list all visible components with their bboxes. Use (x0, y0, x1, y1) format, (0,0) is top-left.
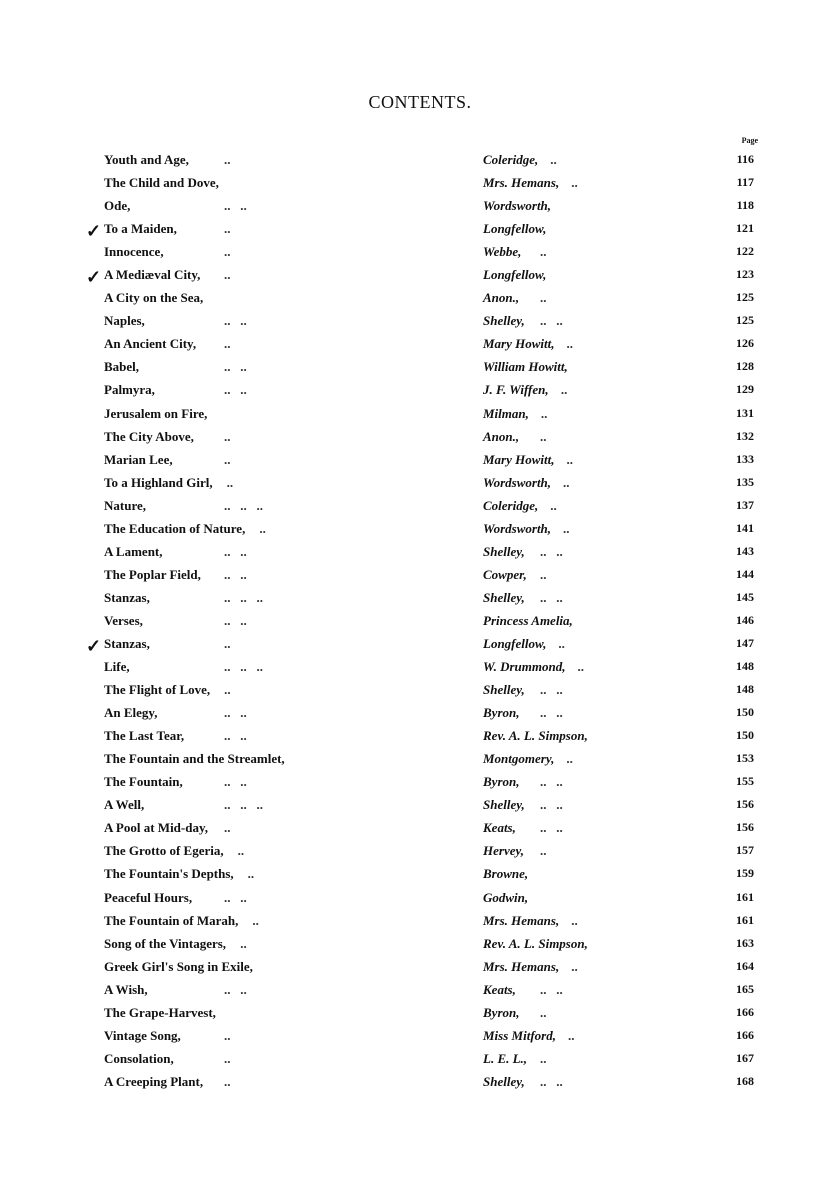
author-leader-dots: .. .. (540, 682, 563, 698)
entry-title: To a Maiden, (104, 221, 177, 237)
author-leader-dots: .. (563, 520, 570, 536)
entry-author: Byron, (483, 1004, 520, 1020)
entry-author: Cowper, (483, 566, 527, 582)
entry-title: Palmyra, (104, 382, 155, 398)
entry-title: A City on the Sea, (104, 290, 204, 306)
entry-page-number: 156 (736, 797, 754, 812)
toc-entry (0, 911, 840, 934)
title-leader-dots: .. (237, 843, 245, 859)
title-leader-dots: .. .. (224, 705, 247, 721)
author-leader-dots: .. (558, 635, 565, 651)
entry-title: A Lament, (104, 543, 163, 559)
entry-page-number: 121 (736, 221, 754, 236)
toc-entry (0, 173, 840, 196)
entry-page-number: 159 (736, 866, 754, 881)
title-leader-dots: .. .. .. (224, 497, 263, 513)
author-leader-dots: .. (540, 244, 547, 260)
author-leader-dots: .. (566, 451, 573, 467)
title-leader-dots: .. .. (224, 198, 247, 214)
entry-author: Wordsworth, (483, 198, 552, 214)
toc-entry (0, 980, 840, 1003)
author-leader-dots: .. (571, 175, 578, 191)
toc-entry (0, 334, 840, 357)
contents-list (0, 150, 840, 1095)
title-leader-dots: .. (224, 1073, 231, 1089)
toc-entry (0, 957, 840, 980)
toc-entry (0, 680, 840, 703)
entry-page-number: 150 (736, 728, 754, 743)
entry-author: Coleridge, (483, 152, 539, 167)
entry-title: The Last Tear, (104, 728, 185, 744)
checkmark-icon: ✓ (86, 635, 102, 656)
toc-entry (0, 404, 840, 427)
title-leader-dots: .. .. (224, 359, 247, 375)
title-leader-dots: .. .. (224, 774, 247, 790)
author-leader-dots: .. .. (540, 797, 563, 813)
entry-page-number: 122 (736, 244, 754, 259)
entry-title: Vintage Song, (104, 1027, 181, 1043)
entry-title: A Creeping Plant, (104, 1073, 204, 1089)
entry-author: Montgomery, (483, 751, 555, 767)
toc-entry (0, 473, 840, 496)
author-leader-dots: .. (560, 382, 568, 398)
title-leader-dots: .. (259, 520, 266, 536)
author-leader-dots: .. .. (540, 981, 563, 997)
entry-title: A Well, (104, 797, 145, 813)
entry-title: The Grape-Harvest, (104, 1004, 216, 1020)
checkmark-icon: ✓ (86, 221, 102, 242)
entry-title: Babel, (104, 359, 140, 375)
toc-entry (0, 496, 840, 519)
entry-page-number: 125 (736, 313, 754, 328)
entry-author: Shelley, (483, 313, 525, 329)
entry-author: Byron, (483, 774, 520, 790)
entry-author: W. Drummond, (483, 659, 566, 675)
entry-page-number: 123 (736, 267, 754, 282)
entry-author: Mary Howitt, (483, 451, 555, 467)
entry-page-number: 153 (736, 751, 754, 766)
toc-entry (0, 726, 840, 749)
entry-page-number: 131 (736, 405, 754, 420)
entry-page-number: 144 (736, 566, 754, 581)
entry-author: Shelley, (483, 797, 525, 813)
entry-author: Longfellow, (483, 635, 547, 651)
entry-title: A Pool at Mid-day, (104, 820, 209, 836)
author-leader-dots: .. (540, 290, 547, 306)
entry-page-number: 147 (736, 635, 754, 650)
toc-entry (0, 703, 840, 726)
title-leader-dots: .. (226, 474, 234, 490)
entry-page-number: 143 (736, 543, 754, 558)
entry-author: Shelley, (483, 543, 525, 559)
title-leader-dots: .. (224, 221, 231, 237)
title-leader-dots: .. .. (224, 981, 247, 997)
title-leader-dots: .. (224, 428, 231, 444)
entry-author: Wordsworth, (483, 474, 552, 490)
toc-entry (0, 795, 840, 818)
entry-page-number: 148 (736, 659, 754, 674)
entry-author: Shelley, (483, 682, 525, 698)
title-leader-dots: .. (224, 1027, 231, 1043)
title-leader-dots: .. .. (224, 728, 247, 744)
entry-title: The Fountain of Marah, (104, 912, 239, 928)
entry-author: Godwin, (483, 889, 529, 905)
toc-entry (0, 588, 840, 611)
entry-author: Mrs. Hemans, (483, 912, 560, 928)
toc-entry (0, 311, 840, 334)
author-leader-dots: .. .. (540, 589, 563, 605)
entry-page-number: 129 (736, 382, 754, 397)
author-leader-dots: .. .. (540, 1073, 563, 1089)
entry-title: Life, (104, 659, 130, 675)
page-title: CONTENTS. (368, 92, 472, 112)
title-leader-dots: .. (247, 866, 255, 882)
entry-author: Mrs. Hemans, (483, 175, 560, 191)
entry-author: Mary Howitt, (483, 336, 555, 352)
entry-title: The Fountain and the Streamlet, (104, 751, 285, 767)
entry-title: A Wish, (104, 981, 148, 997)
entry-page-number: 165 (736, 981, 754, 996)
entry-page-number: 132 (736, 428, 754, 443)
entry-author: William Howitt, (483, 359, 568, 375)
author-leader-dots: .. (550, 497, 557, 513)
entry-page-number: 161 (736, 889, 754, 904)
entry-title: To a Highland Girl, (104, 474, 213, 490)
entry-page-number: 145 (736, 589, 754, 604)
author-leader-dots: .. (550, 152, 557, 167)
entry-author: Shelley, (483, 589, 525, 605)
author-leader-dots: .. (571, 958, 578, 974)
entry-author: Anon., (483, 428, 520, 444)
entry-title: The Grotto of Egeria, (104, 843, 224, 859)
toc-entry (0, 265, 840, 288)
author-leader-dots: .. (540, 428, 547, 444)
entry-page-number: 125 (736, 290, 754, 305)
entry-page-number: 168 (736, 1073, 754, 1088)
entry-page-number: 116 (736, 152, 754, 166)
entry-title: Jerusalem on Fire, (104, 405, 208, 421)
entry-author: Princess Amelia, (483, 612, 573, 628)
entry-page-number: 126 (736, 336, 754, 351)
entry-page-number: 161 (736, 912, 754, 927)
entry-author: Coleridge, (483, 497, 539, 513)
author-leader-dots: .. (567, 1027, 575, 1043)
entry-author: Longfellow, (483, 221, 547, 237)
entry-page-number: 155 (736, 774, 754, 789)
title-leader-dots: .. .. (224, 566, 247, 582)
title-leader-dots: .. (224, 152, 231, 167)
toc-entry (0, 542, 840, 565)
toc-entry (0, 611, 840, 634)
toc-entry (0, 450, 840, 473)
toc-entry (0, 427, 840, 450)
title-leader-dots: .. (224, 635, 231, 651)
toc-entry (0, 934, 840, 957)
entry-author: Browne, (483, 866, 529, 882)
entry-title: Song of the Vintagers, (104, 935, 227, 951)
entry-title: A Mediæval City, (104, 267, 201, 283)
entry-author: J. F. Wiffen, (483, 382, 549, 398)
entry-author: Anon., (483, 290, 520, 306)
title-leader-dots: .. (224, 267, 231, 283)
entry-page-number: 148 (736, 682, 754, 697)
author-leader-dots: .. .. (540, 313, 563, 329)
title-leader-dots: .. (252, 912, 259, 928)
toc-entry (0, 1026, 840, 1049)
toc-entry (0, 864, 840, 887)
entry-author: Rev. A. L. Simpson, (483, 935, 588, 951)
entry-page-number: 167 (736, 1050, 754, 1065)
toc-entry (0, 565, 840, 588)
author-leader-dots: .. (566, 751, 573, 767)
entry-page-number: 150 (736, 705, 754, 720)
toc-entry (0, 288, 840, 311)
entry-author: Rev. A. L. Simpson, (483, 728, 588, 744)
toc-entry (0, 242, 840, 265)
toc-entry (0, 772, 840, 795)
entry-title: Consolation, (104, 1050, 174, 1066)
entry-title: The Child and Dove, (104, 175, 219, 191)
toc-entry (0, 380, 840, 403)
toc-entry (0, 657, 840, 680)
toc-entry (0, 150, 840, 173)
title-leader-dots: .. .. (224, 313, 247, 329)
checkmark-icon: ✓ (86, 267, 102, 288)
entry-page-number: 133 (736, 451, 754, 466)
author-leader-dots: .. .. (540, 543, 563, 559)
entry-page-number: 166 (736, 1004, 754, 1019)
entry-author: Milman, (483, 405, 529, 421)
entry-title: The Fountain's Depths, (104, 866, 234, 882)
entry-title: The Education of Nature, (104, 520, 246, 536)
entry-page-number: 157 (736, 843, 754, 858)
entry-page-number: 117 (736, 175, 754, 190)
entry-author: L. E. L., (483, 1050, 528, 1066)
title-leader-dots: .. (224, 451, 231, 467)
toc-entry (0, 818, 840, 841)
toc-entry (0, 519, 840, 542)
author-leader-dots: .. .. (540, 705, 563, 721)
author-leader-dots: .. .. (540, 774, 563, 790)
title-leader-dots: .. (224, 820, 231, 836)
page-column-header: Page (741, 136, 758, 145)
toc-entry (0, 888, 840, 911)
entry-author: Webbe, (483, 244, 522, 260)
entry-page-number: 135 (736, 474, 754, 489)
entry-title: Ode, (104, 198, 131, 214)
entry-title: Innocence, (104, 244, 164, 260)
title-leader-dots: .. (224, 1050, 231, 1066)
title-leader-dots: .. (224, 682, 231, 698)
entry-title: The Fountain, (104, 774, 183, 790)
entry-title: Nature, (104, 497, 147, 513)
toc-entry (0, 219, 840, 242)
entry-title: Stanzas, (104, 589, 150, 605)
entry-page-number: 156 (736, 820, 754, 835)
toc-entry (0, 357, 840, 380)
title-leader-dots: .. (224, 244, 231, 260)
entry-page-number: 118 (736, 198, 754, 213)
entry-author: Shelley, (483, 1073, 525, 1089)
entry-author: Wordsworth, (483, 520, 552, 536)
author-leader-dots: .. (577, 659, 584, 675)
author-leader-dots: .. (540, 566, 547, 582)
entry-page-number: 164 (736, 958, 754, 973)
author-leader-dots: .. (571, 912, 578, 928)
author-leader-dots: .. (540, 1004, 547, 1020)
entry-page-number: 166 (736, 1027, 754, 1042)
toc-entry (0, 634, 840, 657)
entry-page-number: 141 (736, 520, 754, 535)
title-leader-dots: .. .. .. (224, 797, 263, 813)
entry-title: Greek Girl's Song in Exile, (104, 958, 253, 974)
entry-author: Miss Mitford, (483, 1027, 556, 1043)
entry-title: Marian Lee, (104, 451, 173, 467)
entry-page-number: 163 (736, 935, 754, 950)
author-leader-dots: .. (566, 336, 573, 352)
author-leader-dots: .. (540, 843, 547, 859)
title-leader-dots: .. (240, 935, 247, 951)
entry-title: Peaceful Hours, (104, 889, 193, 905)
entry-page-number: 137 (736, 497, 754, 512)
entry-title: The Flight of Love, (104, 682, 211, 698)
entry-page-number: 146 (736, 612, 754, 627)
toc-entry (0, 1003, 840, 1026)
author-leader-dots: .. (563, 474, 570, 490)
entry-title: The Poplar Field, (104, 566, 201, 582)
title-leader-dots: .. .. (224, 543, 247, 559)
entry-title: Verses, (104, 612, 143, 628)
author-leader-dots: .. (540, 1050, 547, 1066)
entry-author: Mrs. Hemans, (483, 958, 560, 974)
title-leader-dots: .. .. (224, 382, 247, 398)
entry-page-number: 128 (736, 359, 754, 374)
entry-title: The City Above, (104, 428, 194, 444)
entry-author: Hervey, (483, 843, 525, 859)
toc-entry (0, 841, 840, 864)
entry-title: Naples, (104, 313, 145, 329)
title-leader-dots: .. .. .. (224, 659, 263, 675)
author-leader-dots: .. .. (540, 820, 563, 836)
toc-entry (0, 749, 840, 772)
entry-author: Keats, (483, 981, 516, 997)
toc-entry (0, 196, 840, 219)
toc-entry (0, 1072, 840, 1095)
title-leader-dots: .. .. (224, 612, 247, 628)
entry-author: Longfellow, (483, 267, 547, 283)
entry-title: Stanzas, (104, 635, 150, 651)
entry-author: Byron, (483, 705, 520, 721)
author-leader-dots: .. (540, 405, 548, 421)
entry-title: An Elegy, (104, 705, 158, 721)
entry-title: An Ancient City, (104, 336, 197, 352)
entry-title: Youth and Age, (104, 152, 189, 167)
entry-author: Keats, (483, 820, 516, 836)
title-leader-dots: .. .. .. (224, 589, 263, 605)
toc-entry (0, 1049, 840, 1072)
title-leader-dots: .. (224, 336, 231, 352)
title-leader-dots: .. .. (224, 889, 247, 905)
